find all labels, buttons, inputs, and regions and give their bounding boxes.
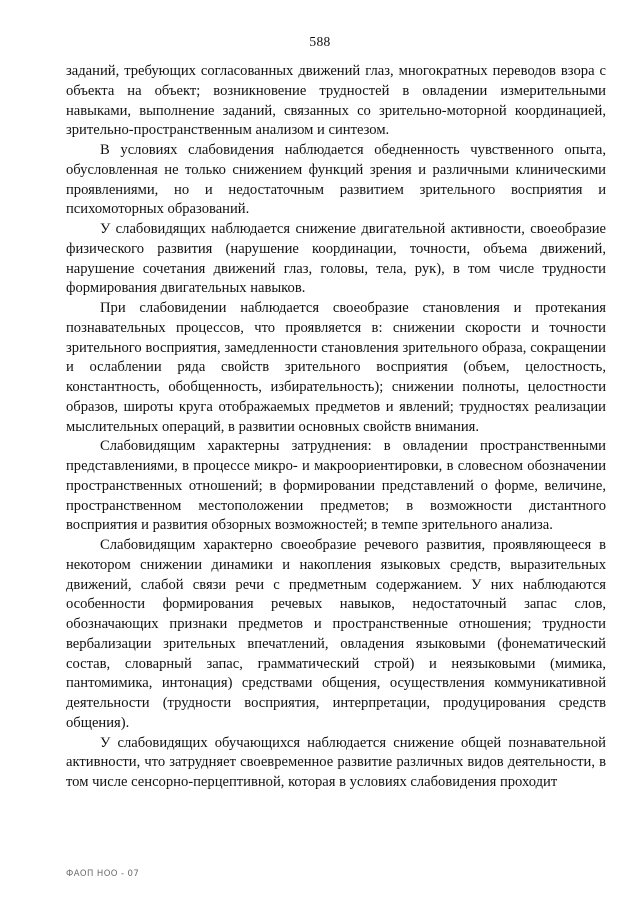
paragraph-speech-development: Слабовидящим характерно своеобразие речевого развития, проявляющееся в некотором снижении динамики и накопления языковых средств, выразительных движений, слабой связи речи с предметным содержанием. У них наблюдаются особенности формирования речевых навыков, недостаточный запас слов, обозначающих признаки предметов и пространственные отношения; трудности вербализации зрительных впечатлений, овладения языковыми (фонематический состав, словарный запас, грамматический строй) и неязыковыми (мимика, пантомимика, интонация) средствами общения, осуществления коммуникативной деятельности (трудности восприятия, интерпретации, продуцирования средств общения).: [66, 537, 606, 731]
paragraph-continuation: заданий, требующих согласованных движений глаз, многократных переводов взора с объекта на объект; возникновение трудностей в овладении измерительными навыками, выполнение заданий, связанных со зрительно-моторной координацией, зрительно-пространственным анализом и синтезом.: [66, 63, 606, 139]
paragraph-sensory-experience: В условиях слабовидения наблюдается обедненность чувственного опыта, обусловленная не только снижением функций зрения и различными клиническими проявлениями, но и недостаточным развитием зрительного восприятия и психомоторных образований.: [66, 142, 606, 218]
paragraph-spatial-difficulties: Слабовидящим характерны затруднения: в овладении пространственными представлениями, в процессе микро- и макроориентировки, в словесном обозначении пространственных отношений; в формировании представлений о форме, величине, пространственном местоположении предметов; в возможности дистантного восприятия и развития обзорных возможностей; в темпе зрительного анализа.: [66, 438, 606, 534]
paragraph-motor-activity: У слабовидящих наблюдается снижение двигательной активности, своеобразие физического развития (нарушение координации, точности, объема движений, нарушение сочетания движений глаз, головы, тела, рук), в том числе трудности формирования двигательных навыков.: [66, 221, 606, 297]
footer-stamp: ФАОП НОО - 07: [66, 869, 140, 879]
page-number: 588: [309, 34, 331, 49]
paragraph-cognitive-processes: При слабовидении наблюдается своеобразие становления и протекания познавательных процессов, что проявляется в: снижении скорости и точности зрительного восприятия, замедленности становления зрительного образа, сокращении и ослаблении ряда свойств зрительного восприятия (объем, целостность, константность, обобщенность, избирательность); снижении полноты, целостности образов, широты круга отображаемых предметов и явлений; трудностях реализации мыслительных операций, в развитии основных свойств внимания.: [66, 300, 606, 435]
body-text: [66, 62, 606, 793]
paragraph-cognitive-activity: У слабовидящих обучающихся наблюдается снижение общей познавательной активности, что затрудняет своевременное развитие различных видов деятельности, в том числе сенсорно-перцептивной, которая в условиях слабовидения проходит: [66, 734, 606, 790]
